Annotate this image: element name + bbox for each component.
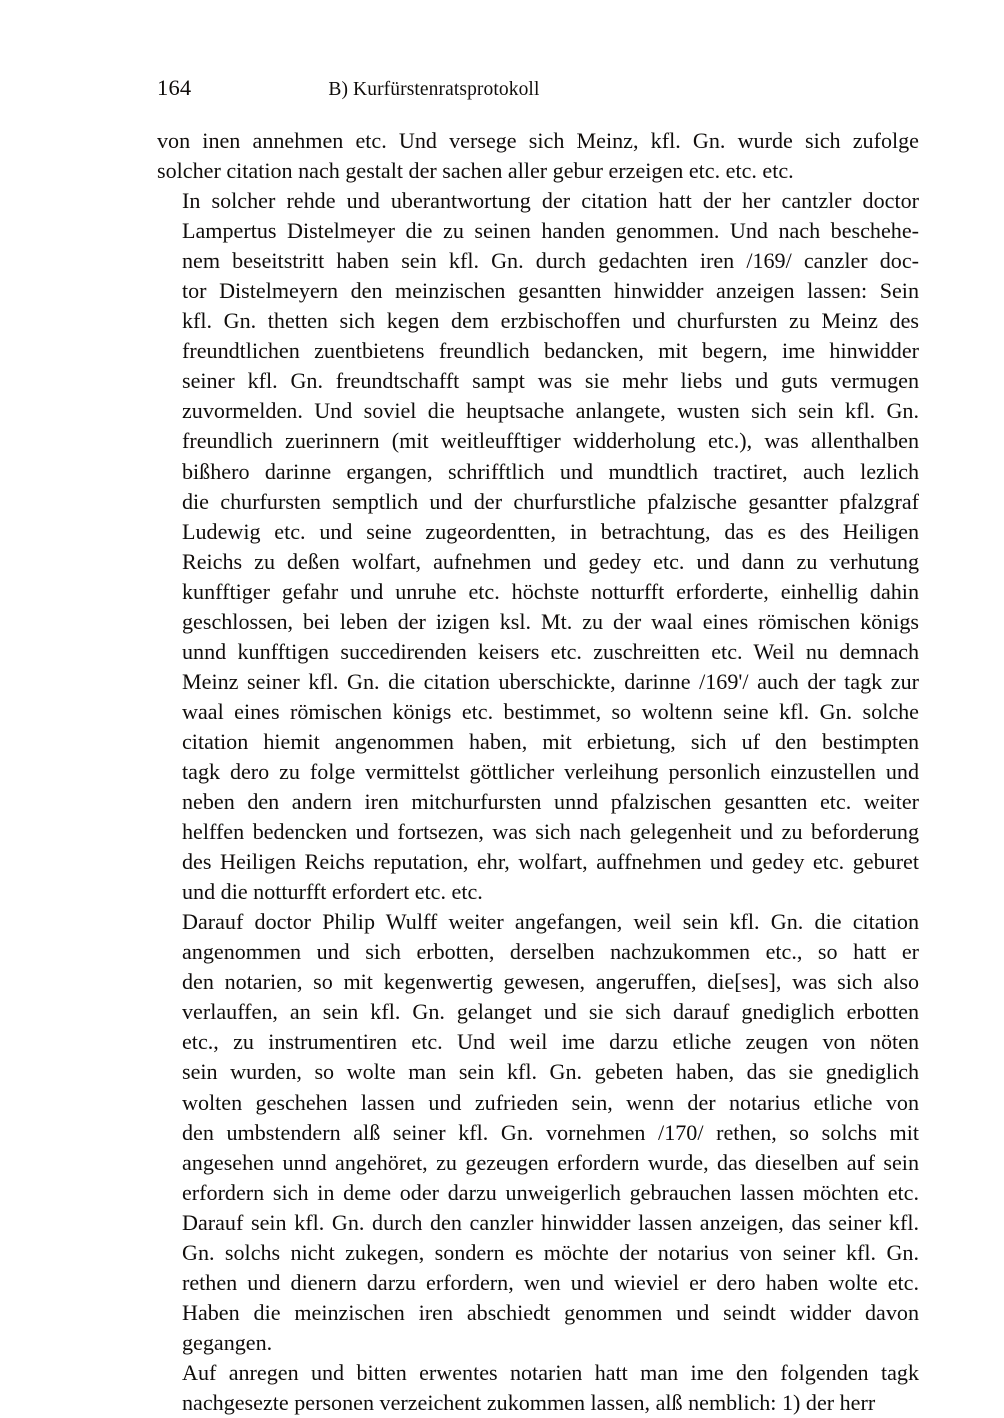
text-line: Meinz seiner kfl. Gn. die citation uberschickte, darinne /169'/ auch der tagk zur (182, 668, 919, 694)
text-line: Darauf doctor Philip Wulff weiter angefangen, weil sein kfl. Gn. die citation (182, 909, 919, 935)
paragraph (157, 126, 919, 186)
text-line: waal eines römischen königs etc. bestimmet, so woltenn seine kfl. Gn. solche (182, 698, 919, 724)
text-line: kfl. Gn. thetten sich kegen dem erzbischoffen und churfursten zu Meinz des (182, 308, 919, 334)
text-line: freundlich zuerinnern (mit weitleufftiger widderholung etc.), was allenthalben (182, 428, 919, 454)
text-line: rethen und dienern darzu erfordern, wen und wieviel er dero haben wolte etc. (182, 1269, 919, 1295)
running-title: B) Kurfürstenratsprotokoll (328, 79, 540, 100)
text-line: Haben die meinzischen iren abschiedt genommen und seindt widder davon (182, 1299, 919, 1325)
text-line: die churfursten semptlich und der churfurstliche pfalzische gesantter pfalzgraf (182, 488, 919, 514)
text-line: von inen annehmen etc. Und versege sich Meinz, kfl. Gn. wurde sich zufolge (157, 128, 919, 153)
text-line: tor Distelmeyern den meinzischen gesantten hinwidder anzeigen lassen: Sein (182, 278, 919, 304)
text-line: Reichs zu deßen wolfart, aufnehmen und gedey etc. und dann zu verhutung (182, 548, 919, 574)
text-line: nachgesezte personen verzeichent zukommen lassen, alß nemblich: 1) der herr (182, 1389, 876, 1415)
text-line: verlauffen, an sein kfl. Gn. gelanget und sie sich darauf gnediglich erbotten (182, 999, 919, 1025)
text-line: erfordern sich in deme oder darzu unweigerlich gebrauchen lassen möchten etc. (182, 1179, 919, 1205)
text-line: unnd kunfftigen succedirenden keisers etc. zuschreitten etc. Weil nu demnach (182, 638, 919, 664)
text-line: nem beseitstritt haben sein kfl. Gn. durch gedachten iren /169/ canzler doc- (182, 248, 919, 274)
text-line: solcher citation nach gestalt der sachen aller gebur erzeigen etc. etc. etc. (157, 158, 794, 184)
text-line: Ludewig etc. und seine zugeordentten, in betrachtung, das es des Heiligen (182, 518, 919, 544)
paragraph (157, 186, 919, 907)
text-line: seiner kfl. Gn. freundtschafft sampt was sie mehr liebs und guts vermugen (182, 368, 919, 394)
text-line: und die notturfft erfordert etc. etc. (182, 879, 483, 905)
text-line: gegangen. (182, 1329, 273, 1355)
body-text (157, 126, 919, 1418)
text-line: den notarien, so mit kegenwertig gewesen, angeruffen, die[ses], was sich also (182, 969, 919, 995)
text-line: Darauf sein kfl. Gn. durch den canzler hinwidder lassen anzeigen, das seiner kfl. (182, 1209, 919, 1235)
text-line: Lampertus Distelmeyer die zu seinen handen genommen. Und nach beschehe- (182, 218, 919, 244)
text-line: sein wurden, so wolte man sein kfl. Gn. gebeten haben, das sie gnediglich (182, 1059, 919, 1085)
text-line: neben den andern iren mitchurfursten unnd pfalzischen gesantten etc. weiter (182, 789, 919, 815)
text-line: citation hiemit angenommen haben, mit erbietung, sich uf den bestimpten (182, 728, 919, 754)
text-line: angenommen und sich erbotten, derselben nachzukommen etc., so hatt er (182, 939, 919, 965)
running-head (157, 74, 919, 104)
text-line: geschlossen, bei leben der izigen ksl. Mt. zu der waal eines römischen königs (182, 608, 919, 634)
text-line: Gn. solchs nicht zukegen, sondern es möchte der notarius von seiner kfl. Gn. (182, 1239, 919, 1265)
text-line: freundtlichen zuentbietens freundlich bedancken, mit begern, ime hinwidder (182, 338, 919, 364)
text-line: bißhero darinne ergangen, schrifftlich und mundtlich tractiret, auch lezlich (182, 458, 919, 484)
text-line: den umbstendern alß seiner kfl. Gn. vornehmen /170/ rethen, so solchs mit (182, 1119, 919, 1145)
text-line: etc., zu instrumentiren etc. Und weil ime darzu etliche zeugen von nöten (182, 1029, 919, 1055)
paragraph (157, 1358, 919, 1418)
text-line: wolten geschehen lassen und zufrieden sein, wenn der notarius etliche von (182, 1089, 919, 1115)
text-line: helffen bedencken und fortsezen, was sich nach gelegenheit und zu beforderung (182, 819, 919, 845)
text-line: In solcher rehde und uberantwortung der citation hatt der her cantzler doctor (182, 188, 919, 214)
text-line: kunfftiger gefahr und unruhe etc. höchste notturfft erforderte, einhellig dahin (182, 578, 919, 604)
text-line: des Heiligen Reichs reputation, ehr, wolfart, auffnehmen und gedey etc. geburet (182, 849, 919, 875)
text-line: angesehen unnd angehöret, zu gezeugen erfordern wurde, das dieselben auf sein (182, 1149, 919, 1175)
page-number: 164 (157, 75, 192, 100)
text-line: Auf anregen und bitten erwentes notarien hatt man ime den folgenden tagk (182, 1359, 919, 1385)
paragraph (157, 907, 919, 1358)
text-line: zuvormelden. Und soviel die heuptsache anlangete, wusten sich sein kfl. Gn. (182, 398, 919, 424)
text-line: tagk dero zu folge vermittelst göttlicher verleihung personlich einzustellen und (182, 758, 919, 784)
